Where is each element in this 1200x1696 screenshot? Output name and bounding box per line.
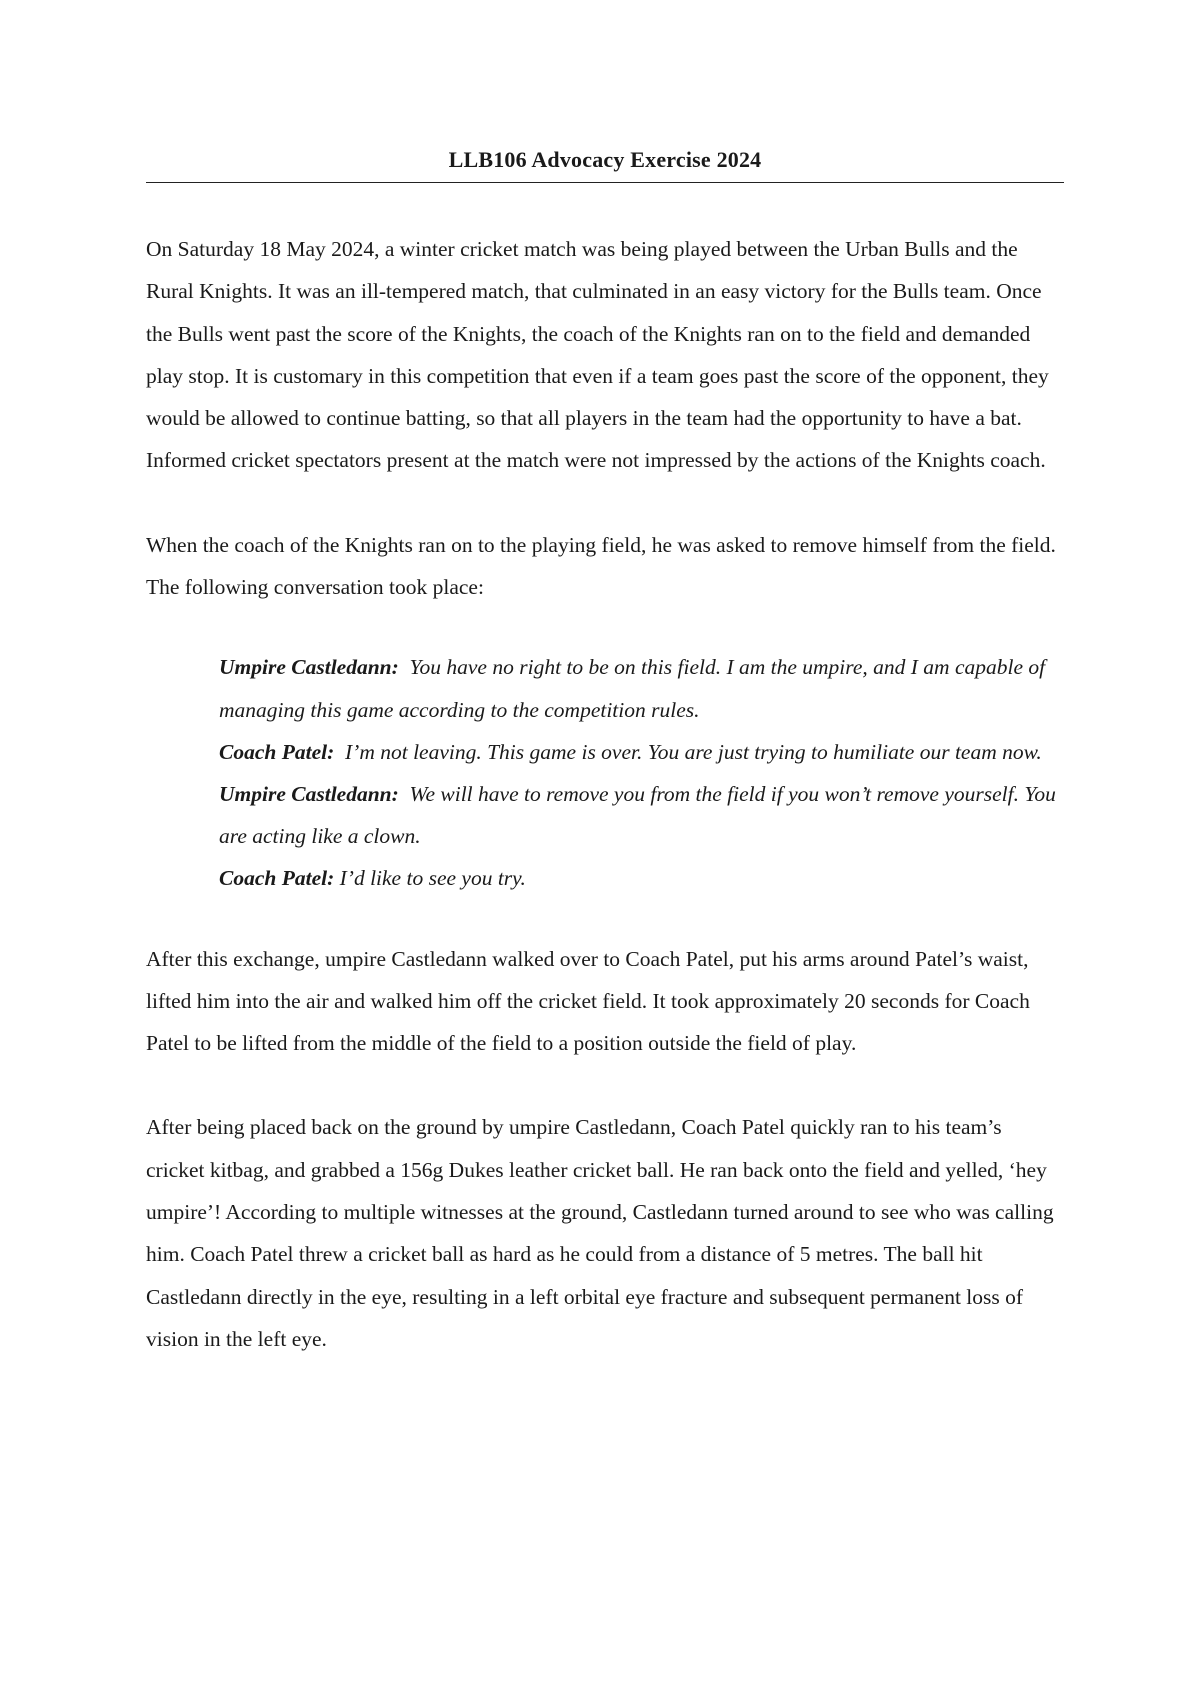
document-title: LLB106 Advocacy Exercise 2024 xyxy=(448,147,762,172)
document-page xyxy=(146,140,1064,1360)
dialogue-text: We will have to remove you from the field if you won’t remove yourself. You are acting like a clown. xyxy=(219,781,1056,849)
speaker-label: Umpire Castledann: xyxy=(219,781,399,806)
dialogue-text: I’m not leaving. This game is over. You are just trying to humiliate our team now. xyxy=(345,739,1042,764)
dialogue-line xyxy=(219,646,1064,730)
paragraph-intro: On Saturday 18 May 2024, a winter cricket match was being played between the Urban Bulls and the Rural Knights. It was an ill-tempered match, that culminated in an easy victory for the Bulls team. Once the Bulls went past the score of the Knights, the coach of the Knights ran on to the field and demanded play stop. It is customary in this competition that even if a team goes past the score of the opponent, they would be allowed to continue batting, so that all players in the team had the opportunity to have a bat. Informed cricket spectators present at the match were not impressed by the actions of the Knights coach. xyxy=(146,237,1049,473)
dialogue-block xyxy=(219,646,1064,899)
speaker-label: Coach Patel: xyxy=(219,866,335,891)
dialogue-text: I’d like to see you try. xyxy=(339,866,526,891)
speaker-label: Coach Patel: xyxy=(219,739,335,764)
dialogue-line xyxy=(219,731,1064,773)
dialogue-text: You have no right to be on this field. I am the umpire, and I am capable of managing this game according to the competition rules. xyxy=(219,655,1046,722)
speaker-label: Umpire Castledann: xyxy=(219,655,399,680)
title-block xyxy=(146,140,1064,183)
paragraph-conversation-intro: When the coach of the Knights ran on to the playing field, he was asked to remove himself from the field. The following conversation took place: xyxy=(146,532,1056,600)
paragraph-exchange: After this exchange, umpire Castledann walked over to Coach Patel, put his arms around Patel’s waist, lifted him into the air and walked him off the cricket field. It took approximately 20 seconds for Coach Patel to be lifted from the middle of the field to a position outside the field of play. xyxy=(146,946,1030,1056)
paragraph-incident: After being placed back on the ground by umpire Castledann, Coach Patel quickly ran to his team’s cricket kitbag, and grabbed a 156g Dukes leather cricket ball. He ran back onto the field and yelled, ‘hey umpire’! According to multiple witnesses at the ground, Castledann turned around to see who was calling him. Coach Patel threw a cricket ball as hard as he could from a distance of 5 metres. The ball hit Castledann directly in the eye, resulting in a left orbital eye fracture and subsequent permanent loss of vision in the left eye. xyxy=(146,1115,1054,1351)
dialogue-line xyxy=(219,773,1064,857)
dialogue-line xyxy=(219,857,1064,899)
